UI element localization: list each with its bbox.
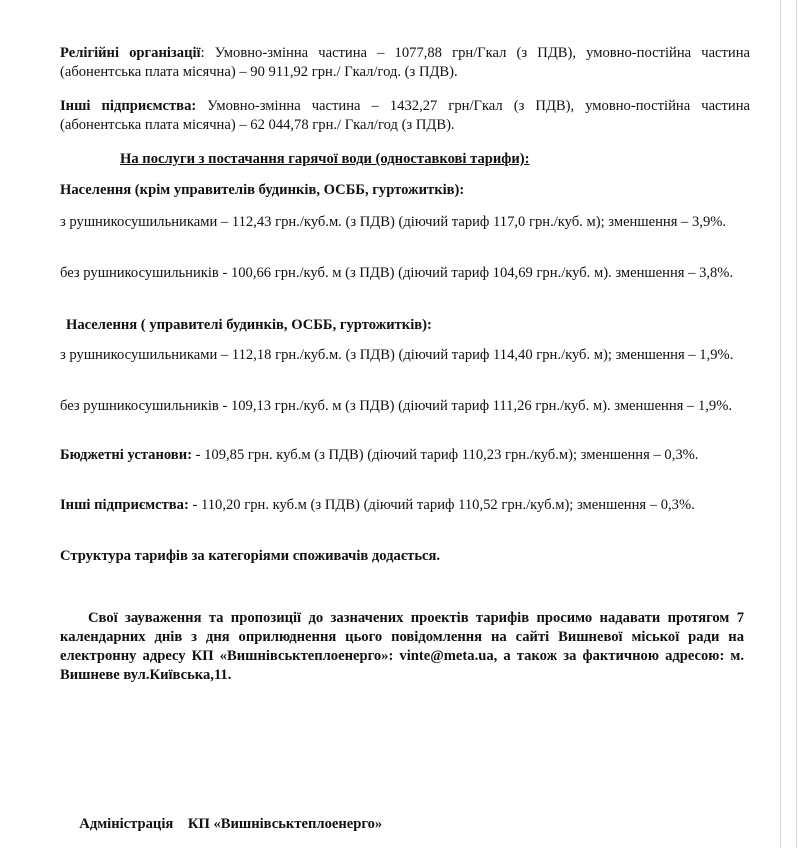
structure-note [60,547,750,566]
religious-organizations-text: : Умовно-змінна частина – 1077,88 грн/Гкал (з ПДВ), умовно-постійна частина (абонентська плата місячна) – 90 911,92 грн./ Гкал/год. (з ПДВ). [60,45,750,80]
budget-institutions-text: - 109,85 грн. куб.м (з ПДВ) (діючий тариф 110,23 грн./куб.м); зменшення – 0,3%. [191,447,699,463]
population-1-with-dryers: з рушникосушильниками – 112,43 грн./куб.м. (з ПДВ) (діючий тариф 117,0 грн./куб. м); зменшення – 3,9%. [60,214,727,230]
religious-organizations-paragraph [60,44,750,82]
other-enterprises-heat-text: Умовно-змінна частина – 1432,27 грн/Гкал (з ПДВ), умовно-постійна частина (абонентська плата місячна) – 62 044,78 грн./ Гкал/год (з ПДВ). [60,98,750,133]
other-enterprises-water-text: - 110,20 грн. куб.м (з ПДВ) (діючий тариф 110,52 грн./куб.м); зменшення – 0,3%. [188,497,695,513]
population-1-heading-text: Населення (крім управителів будинків, ОСББ, гуртожитків): [60,182,465,198]
comments-notice-text: Свої зауваження та пропозиції до зазначених проектів тарифів просимо надавати протягом 7 календарних днів з дня оприлюднення цього повідомлення на сайті Вишневої міської ради на електронну адресу КП «Вишнівськтеплоенерго»: vinte@meta.ua, а також за фактичною адресою: м. Вишневе вул.Київська,11. [60,610,744,683]
hot-water-heading-text: На послуги з постачання гарячої води (одноставкові тарифи): [120,151,530,167]
population-2-without-dryers: без рушникосушильників - 109,13 грн./куб. м (з ПДВ) (діючий тариф 111,26 грн./куб. м). зменшення – 1,9%. [60,398,733,414]
signature-text: Адміністрація КП «Вишнівськтеплоенерго» [79,816,383,832]
other-enterprises-water-label: Інші підприємства: [60,497,189,513]
other-enterprises-heat-paragraph [60,97,750,135]
comments-notice-paragraph [60,609,744,685]
budget-institutions-label: Бюджетні установи: [60,447,192,463]
religious-organizations-label: Релігійні організації [60,45,201,61]
budget-institutions-paragraph [60,446,750,465]
structure-note-text: Структура тарифів за категоріями споживачів додається. [60,548,441,564]
population-1-heading [60,181,750,200]
other-enterprises-water-paragraph [60,496,750,515]
scan-edge-line [780,0,781,848]
hot-water-heading [120,150,760,169]
other-enterprises-heat-label: Інші підприємства: [60,98,197,114]
population-2-heading-text: Населення ( управителі будинків, ОСББ, гуртожитків): [66,317,432,333]
population-2-with-dryers: з рушникосушильниками – 112,18 грн./куб.м. (з ПДВ) (діючий тариф 114,40 грн./куб. м); зменшення – 1,9%. [60,347,734,363]
population-1-without-dryers: без рушникосушильників - 100,66 грн./куб. м (з ПДВ) (діючий тариф 104,69 грн./куб. м). зменшення – 3,8%. [60,265,734,281]
population-2-heading [66,316,756,335]
scan-edge-line [796,0,797,848]
signature [72,796,762,834]
